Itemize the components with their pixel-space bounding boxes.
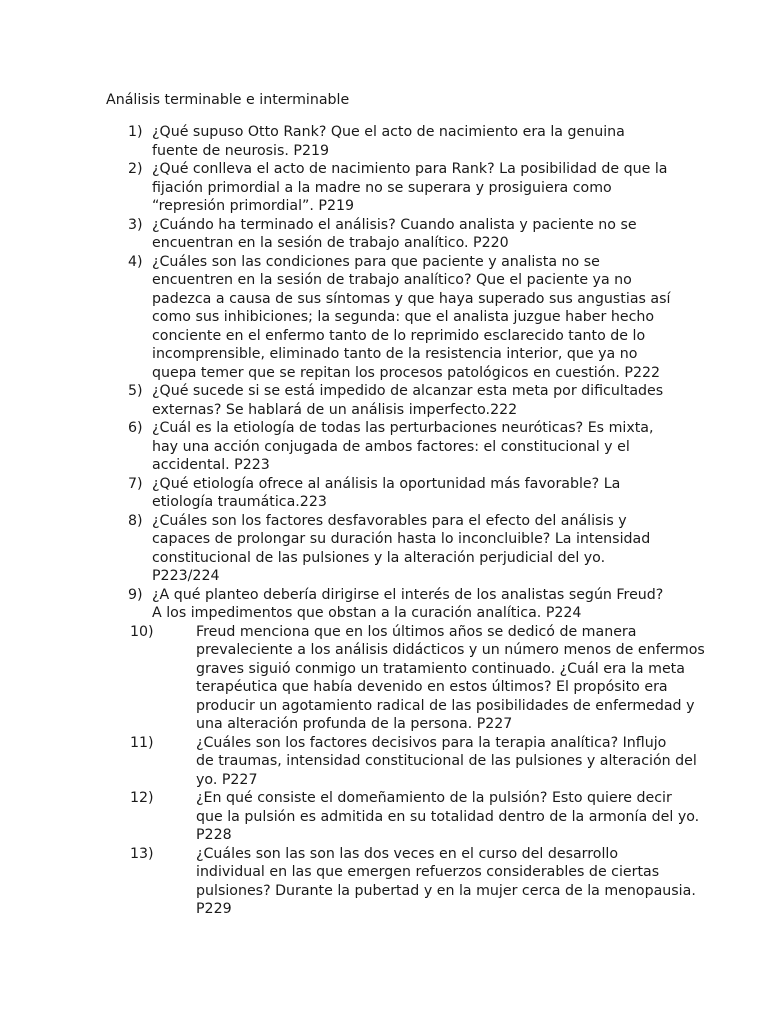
question-item (0, 216, 667, 253)
question-item (0, 160, 667, 216)
question-text-line: P228 (196, 827, 232, 843)
question-text-line: conciente en el enfermo tanto de lo reprimido esclarecido tanto de lo (152, 327, 646, 344)
question-number: 3) (128, 216, 143, 233)
question-text-line: A los impedimentos que obstan a la curación analítica. P224 (152, 605, 582, 621)
question-text-line: ¿Qué sucede si se está impedido de alcanzar esta meta por dificultades (152, 383, 664, 399)
question-text-line: ¿Cuáles son los factores decisivos para la terapia analítica? Influjo (196, 734, 667, 751)
question-text-line: etiología traumática.223 (152, 494, 327, 510)
question-text-line: Freud menciona que en los últimos años se dedicó de manera (196, 623, 637, 640)
document-title: Análisis terminable e interminable (106, 92, 350, 108)
question-text-line: incomprensible, eliminado tanto de la resistencia interior, que ya no (152, 346, 638, 362)
question-text (152, 475, 667, 512)
question-number: 6) (128, 420, 143, 436)
question-item (0, 419, 667, 475)
question-text (152, 623, 705, 734)
question-number: 1) (128, 124, 143, 140)
question-list (0, 123, 768, 919)
question-item (0, 623, 705, 734)
question-text-line: ¿Cuándo ha terminado el análisis? Cuando analista y paciente no se (152, 216, 637, 233)
question-text-line: encuentran en la sesión de trabajo analítico. P220 (152, 235, 509, 251)
question-text-line: yo. P227 (196, 771, 258, 788)
question-text-line: externas? Se hablará de un análisis imperfecto.222 (152, 401, 518, 418)
question-text-line: ¿Cuál es la etiología de todas las perturbaciones neuróticas? Es mixta, (152, 420, 654, 436)
question-text-line: que la pulsión es admitida en su totalidad dentro de la armonía del yo. (196, 808, 700, 825)
question-text-line: fijación primordial a la madre no se superara y prosiguiera como (152, 179, 612, 196)
question-text-line: terapéutica que había devenido en estos últimos? El propósito era (196, 679, 668, 695)
question-text-line: individual en las que emergen refuerzos considerables de ciertas (196, 864, 660, 880)
question-item (0, 586, 667, 623)
question-number: 5) (128, 383, 143, 399)
question-text-line: capaces de prolongar su duración hasta lo inconcluible? La intensidad (152, 531, 651, 547)
question-number: 11) (130, 734, 154, 751)
question-number: 9) (128, 586, 143, 603)
question-text-line: ¿En qué consiste el domeñamiento de la pulsión? Esto quiere decir (196, 790, 672, 806)
question-text (152, 419, 667, 475)
question-text-line: pulsiones? Durante la pubertad y en la mujer cerca de la menopausia. (196, 882, 696, 899)
question-text (152, 845, 696, 919)
question-text (152, 160, 667, 216)
question-text-line: como sus inhibiciones; la segunda: que el analista juzgue haber hecho (152, 309, 655, 325)
question-text-line: ¿A qué planteo debería dirigirse el interés de los analistas según Freud? (152, 586, 664, 603)
question-item (0, 475, 667, 512)
question-text-line: encuentren en la sesión de trabajo analítico? Que el paciente ya no (152, 272, 632, 288)
question-item (0, 123, 667, 160)
question-text-line: fuente de neurosis. P219 (152, 142, 330, 159)
question-text-line: “represión primordial”. P219 (152, 198, 355, 214)
question-item (0, 253, 671, 383)
question-text-line: P229 (196, 901, 232, 917)
question-text (152, 253, 671, 383)
question-text (152, 586, 667, 623)
question-text-line: ¿Cuáles son las son las dos veces en el curso del desarrollo (196, 845, 619, 862)
question-number: 13) (130, 845, 154, 862)
question-text-line: una alteración profunda de la persona. P227 (196, 716, 513, 732)
question-text (152, 216, 667, 253)
question-text-line: ¿Qué supuso Otto Rank? Que el acto de nacimiento era la genuina (152, 124, 625, 140)
question-text-line: ¿Cuáles son los factores desfavorables para el efecto del análisis y (152, 512, 627, 529)
question-text-line: hay una acción conjugada de ambos factores: el constitucional y el (152, 438, 630, 455)
question-number: 8) (128, 512, 143, 529)
question-text (152, 382, 667, 419)
question-item (0, 789, 700, 845)
question-text-line: ¿Cuáles son las condiciones para que paciente y analista no se (152, 253, 600, 270)
question-item (0, 734, 697, 790)
question-item (0, 382, 667, 419)
question-text (152, 512, 667, 586)
question-text-line: ¿Qué conlleva el acto de nacimiento para Rank? La posibilidad de que la (152, 161, 668, 177)
question-text-line: accidental. P223 (152, 457, 270, 473)
question-item (0, 512, 667, 586)
question-item (0, 845, 696, 919)
question-number: 2) (128, 161, 143, 177)
question-text (152, 789, 700, 845)
question-number: 7) (128, 475, 143, 492)
question-text-line: graves siguió conmigo un tratamiento continuado. ¿Cuál era la meta (196, 660, 685, 677)
question-text-line: P223/224 (152, 568, 220, 584)
question-number: 12) (130, 790, 154, 806)
question-text-line: constitucional de las pulsiones y la alteración perjudicial del yo. (152, 549, 606, 566)
question-text-line: producir un agotamiento radical de las posibilidades de enfermedad y (196, 697, 695, 714)
question-text (152, 734, 697, 790)
question-text (152, 123, 667, 160)
question-text-line: prevaleciente a los análisis didácticos y un número menos de enfermos (196, 642, 705, 658)
question-text-line: de traumas, intensidad constitucional de las pulsiones y alteración del (196, 753, 697, 769)
question-number: 4) (128, 253, 143, 270)
question-text-line: ¿Qué etiología ofrece al análisis la oportunidad más favorable? La (152, 475, 621, 492)
question-text-line: padezca a causa de sus síntomas y que haya superado sus angustias así (152, 290, 671, 307)
question-text-line: quepa temer que se repitan los procesos patológicos en cuestión. P222 (152, 364, 661, 381)
question-number: 10) (130, 623, 154, 640)
